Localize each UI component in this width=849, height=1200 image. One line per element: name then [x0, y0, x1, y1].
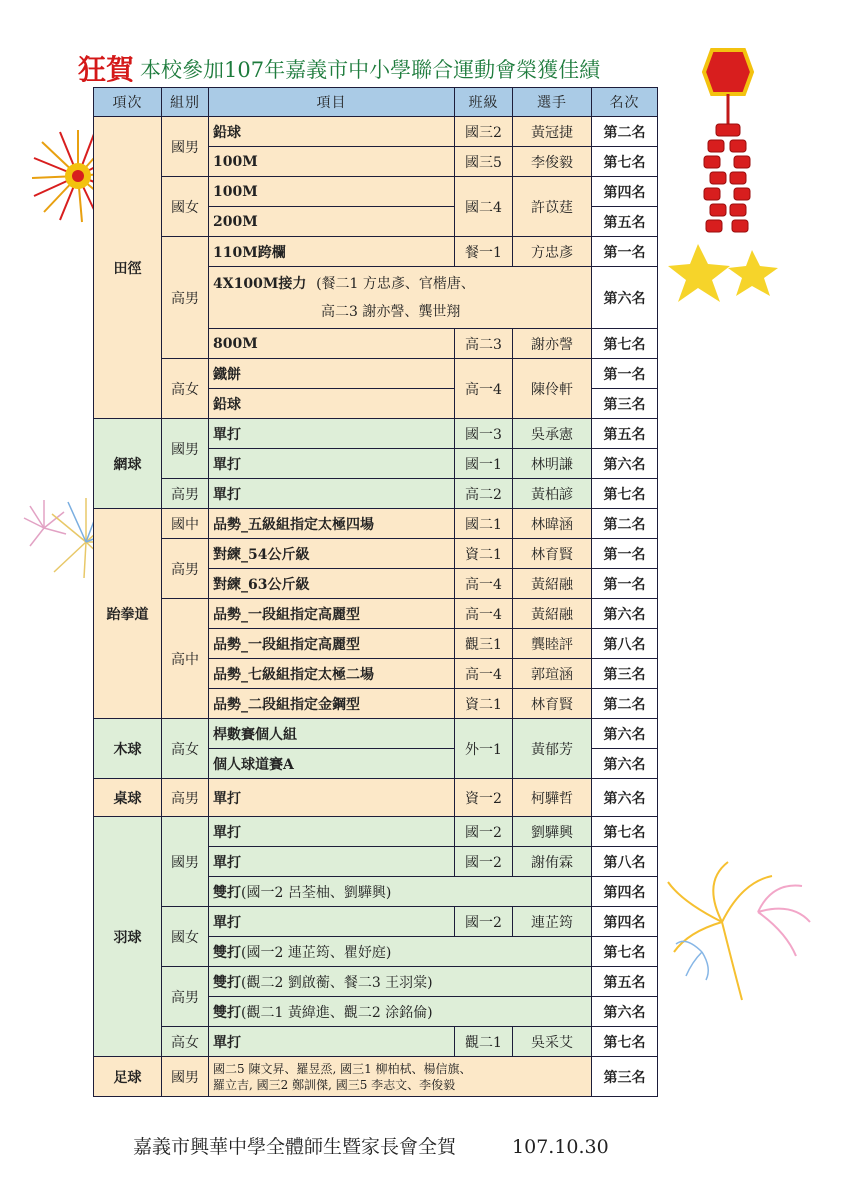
group-cell: 高女: [162, 1027, 209, 1057]
item-cell: 單打: [209, 779, 455, 817]
class-cell: 國二4: [455, 177, 513, 237]
rank-cell: 第五名: [592, 419, 658, 449]
class-cell: 高二2: [455, 479, 513, 509]
class-cell: 國二1: [455, 509, 513, 539]
title-prefix: 狂賀: [78, 53, 135, 86]
rank-cell: 第二名: [592, 509, 658, 539]
player-cell: 方忠彥: [513, 237, 592, 267]
class-cell: 高一4: [455, 599, 513, 629]
rank-cell: 第七名: [592, 147, 658, 177]
group-cell: 國女: [162, 177, 209, 237]
header-cell: 選手: [513, 88, 592, 117]
firecracker-icon: [668, 44, 788, 324]
rank-cell: 第八名: [592, 847, 658, 877]
doubles-members: (觀二2 劉啟蘅、餐二3 王羽棠): [241, 974, 433, 991]
group-cell: 國中: [162, 509, 209, 539]
class-cell: 資二1: [455, 539, 513, 569]
group-cell: 國男: [162, 817, 209, 907]
item-label: 雙打: [213, 944, 241, 961]
player-cell: 劉驊興: [513, 817, 592, 847]
page-title: [78, 48, 600, 88]
table-row: [94, 117, 658, 147]
rank-cell: 第三名: [592, 389, 658, 419]
class-cell: 觀二1: [455, 1027, 513, 1057]
table-row: [94, 1027, 658, 1057]
group-cell: 高中: [162, 599, 209, 719]
class-cell: 高一4: [455, 569, 513, 599]
item-cell: 單打: [209, 817, 455, 847]
class-cell: 國一3: [455, 419, 513, 449]
table-row: [94, 237, 658, 267]
class-cell: 高二3: [455, 329, 513, 359]
class-cell: 國一1: [455, 449, 513, 479]
rank-cell: 第一名: [592, 539, 658, 569]
item-cell: 單打: [209, 419, 455, 449]
footer-date: 107.10.30: [512, 1136, 609, 1158]
item-cell: 100M: [209, 177, 455, 207]
sport-cell: 田徑: [94, 117, 162, 419]
sport-cell: 跆拳道: [94, 509, 162, 719]
rank-cell: 第一名: [592, 569, 658, 599]
rank-cell: 第七名: [592, 479, 658, 509]
table-row: [94, 779, 658, 817]
table-row: [94, 1057, 658, 1097]
table-row: [94, 599, 658, 629]
results-table: [93, 87, 658, 1097]
rank-cell: 第二名: [592, 689, 658, 719]
relay-cell: [209, 267, 592, 329]
class-cell: 觀三1: [455, 629, 513, 659]
doubles-members: (國一2 呂荃柚、劉驊興): [241, 884, 392, 901]
class-cell: 國一2: [455, 907, 513, 937]
sport-cell: 網球: [94, 419, 162, 509]
player-cell: 林暐涵: [513, 509, 592, 539]
player-cell: 黃冠捷: [513, 117, 592, 147]
item-cell: 品勢_一段組指定高麗型: [209, 599, 455, 629]
rank-cell: 第一名: [592, 359, 658, 389]
item-cell: 鉛球: [209, 389, 455, 419]
footer: [133, 1132, 609, 1159]
class-cell: 高一4: [455, 359, 513, 419]
rank-cell: 第七名: [592, 329, 658, 359]
group-cell: 國男: [162, 1057, 209, 1097]
player-cell: 謝侑霖: [513, 847, 592, 877]
group-cell: 國男: [162, 117, 209, 177]
rank-cell: 第六名: [592, 779, 658, 817]
player-cell: 李俊毅: [513, 147, 592, 177]
item-cell: 單打: [209, 847, 455, 877]
sport-cell: 木球: [94, 719, 162, 779]
table-row: [94, 419, 658, 449]
item-cell: 對練_63公斤級: [209, 569, 455, 599]
rank-cell: 第三名: [592, 1057, 658, 1097]
table-row: [94, 479, 658, 509]
item-cell: 個人球道賽A: [209, 749, 455, 779]
table-row: [94, 509, 658, 539]
doubles-cell: [209, 937, 592, 967]
rank-cell: 第六名: [592, 449, 658, 479]
class-cell: 外一1: [455, 719, 513, 779]
player-cell: 黃紹融: [513, 569, 592, 599]
table-row: [94, 907, 658, 937]
rank-cell: 第六名: [592, 599, 658, 629]
group-cell: 國男: [162, 419, 209, 479]
item-label: 雙打: [213, 884, 241, 901]
item-cell: 鉛球: [209, 117, 455, 147]
player-cell: 黃柏諺: [513, 479, 592, 509]
group-cell: 國女: [162, 907, 209, 967]
player-cell: 許苡莛: [513, 177, 592, 237]
header-cell: 組別: [162, 88, 209, 117]
item-label: 雙打: [213, 1004, 241, 1021]
rank-cell: 第七名: [592, 817, 658, 847]
rank-cell: 第四名: [592, 877, 658, 907]
rank-cell: 第一名: [592, 237, 658, 267]
item-label: 雙打: [213, 974, 241, 991]
group-cell: 高男: [162, 237, 209, 359]
group-cell: 高女: [162, 359, 209, 419]
header-cell: 名次: [592, 88, 658, 117]
rank-cell: 第三名: [592, 659, 658, 689]
player-cell: 柯驊哲: [513, 779, 592, 817]
football-members-2: 羅立吉, 國三2 鄭訓傑, 國三5 李志文、李俊毅: [213, 1077, 456, 1092]
item-cell: 品勢_二段組指定金鋼型: [209, 689, 455, 719]
sport-cell: 羽球: [94, 817, 162, 1057]
player-cell: 林明謙: [513, 449, 592, 479]
firework-icon: [662, 852, 812, 1002]
table-row: [94, 817, 658, 847]
group-cell: 高男: [162, 779, 209, 817]
table-row: [94, 967, 658, 997]
item-cell: 品勢_一段組指定高麗型: [209, 629, 455, 659]
football-members-cell: [209, 1057, 592, 1097]
class-cell: 資一2: [455, 779, 513, 817]
player-cell: 黃紹融: [513, 599, 592, 629]
football-members-1: 國二5 陳文昇、羅昱烝, 國三1 柳柏栻、楊信旗、: [213, 1061, 472, 1076]
rank-cell: 第七名: [592, 937, 658, 967]
player-cell: 陳伶軒: [513, 359, 592, 419]
item-cell: 品勢_五級組指定太極四場: [209, 509, 455, 539]
item-cell: 100M: [209, 147, 455, 177]
player-cell: 吳采艾: [513, 1027, 592, 1057]
header-cell: 項次: [94, 88, 162, 117]
relay-members-1: (餐二1 方忠彥、官楷唐、: [316, 275, 475, 292]
player-cell: 郭瑄涵: [513, 659, 592, 689]
player-cell: 謝亦謦: [513, 329, 592, 359]
doubles-members: (觀二1 黃緯進、觀二2 涂銘倫): [241, 1004, 433, 1021]
player-cell: 林育賢: [513, 539, 592, 569]
group-cell: 高男: [162, 479, 209, 509]
player-cell: 龔睦評: [513, 629, 592, 659]
doubles-cell: [209, 997, 592, 1027]
rank-cell: 第六名: [592, 749, 658, 779]
item-cell: 品勢_七級組指定太極二場: [209, 659, 455, 689]
sport-cell: 桌球: [94, 779, 162, 817]
class-cell: 高一4: [455, 659, 513, 689]
rank-cell: 第五名: [592, 967, 658, 997]
rank-cell: 第六名: [592, 719, 658, 749]
title-text: 本校參加107年嘉義市中小學聯合運動會榮獲佳績: [140, 58, 601, 82]
table-row: [94, 359, 658, 389]
class-cell: 國三2: [455, 117, 513, 147]
footer-text: 嘉義市興華中學全體師生暨家長會全賀: [133, 1136, 457, 1158]
player-cell: 連芷筠: [513, 907, 592, 937]
item-cell: 110M跨欄: [209, 237, 455, 267]
item-cell: 單打: [209, 449, 455, 479]
rank-cell: 第六名: [592, 267, 658, 329]
class-cell: 資二1: [455, 689, 513, 719]
header-cell: 班級: [455, 88, 513, 117]
header-cell: 項目: [209, 88, 455, 117]
doubles-cell: [209, 877, 592, 907]
item-cell: 200M: [209, 207, 455, 237]
item-cell: 單打: [209, 479, 455, 509]
item-cell: 800M: [209, 329, 455, 359]
rank-cell: 第二名: [592, 117, 658, 147]
class-cell: 國三5: [455, 147, 513, 177]
doubles-members: (國一2 連芷筠、瞿妤庭): [241, 944, 392, 961]
rank-cell: 第七名: [592, 1027, 658, 1057]
item-cell: 對練_54公斤級: [209, 539, 455, 569]
table-header-row: [94, 88, 658, 117]
rank-cell: 第八名: [592, 629, 658, 659]
relay-members-2: 高二3 謝亦謦、龔世翔: [321, 303, 461, 320]
item-cell: 桿數賽個人組: [209, 719, 455, 749]
doubles-cell: [209, 967, 592, 997]
item-cell: 鐵餅: [209, 359, 455, 389]
table-row: [94, 719, 658, 749]
class-cell: 國一2: [455, 847, 513, 877]
player-cell: 林育賢: [513, 689, 592, 719]
item-cell: 單打: [209, 907, 455, 937]
sport-cell: 足球: [94, 1057, 162, 1097]
rank-cell: 第四名: [592, 177, 658, 207]
group-cell: 高女: [162, 719, 209, 779]
rank-cell: 第四名: [592, 907, 658, 937]
player-cell: 吳承憲: [513, 419, 592, 449]
player-cell: 黃郁芳: [513, 719, 592, 779]
relay-item: 4X100M接力: [213, 275, 307, 292]
class-cell: 國一2: [455, 817, 513, 847]
class-cell: 餐一1: [455, 237, 513, 267]
table-row: [94, 177, 658, 207]
group-cell: 高男: [162, 967, 209, 1027]
rank-cell: 第五名: [592, 207, 658, 237]
table-row: [94, 539, 658, 569]
item-cell: 單打: [209, 1027, 455, 1057]
rank-cell: 第六名: [592, 997, 658, 1027]
group-cell: 高男: [162, 539, 209, 599]
